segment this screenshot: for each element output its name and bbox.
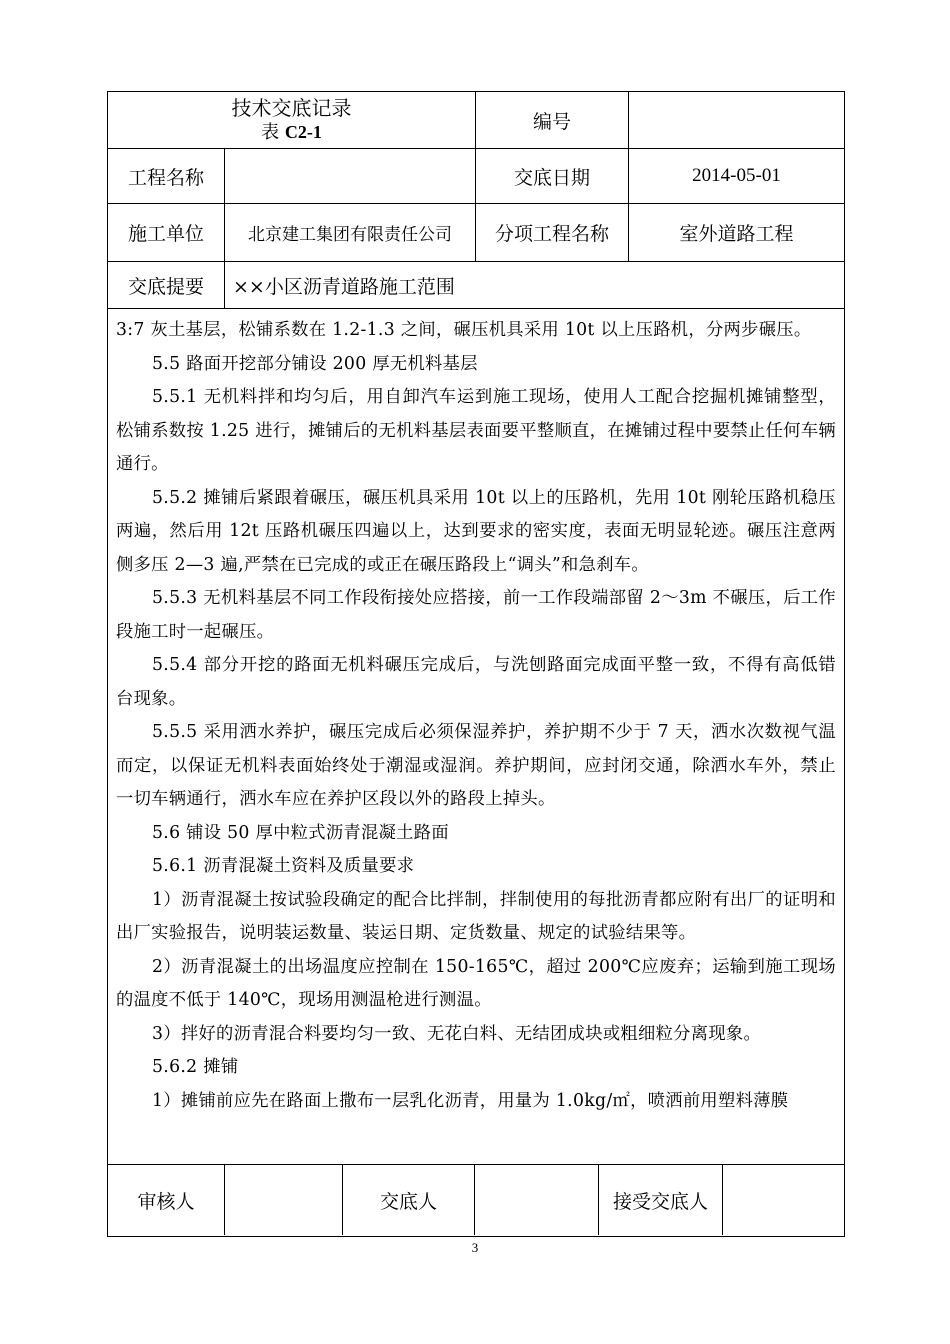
content-paragraph: 3）拌好的沥青混合料要均匀一致、无花白料、无结团成块或粗细粒分离现象。 xyxy=(152,1023,762,1044)
content-paragraph: 5.5.4 部分开挖的路面无机料碾压完成后，与洗刨路面完成面平整一致，不得有高低错台现象。 xyxy=(116,655,836,709)
sub-project-label: 分项工程名称 xyxy=(476,204,629,261)
sub-project-value: 室外道路工程 xyxy=(679,223,794,245)
content-paragraph: 2）沥青混凝土的出场温度应控制在 150-165℃，超过 200℃应废弃；运输到施工现场的温度不低于 140℃，现场用测温枪进行测温。 xyxy=(116,956,836,1010)
signature-row xyxy=(108,1165,844,1235)
summary-value: ××小区沥青道路施工范围 xyxy=(233,275,455,298)
form-code-value: C2-1 xyxy=(284,121,322,142)
form-title: 技术交底记录 xyxy=(231,95,352,120)
content-paragraph: 5.5.2 摊铺后紧跟着碾压，碾压机具采用 10t 以上的压路机，先用 10t 刚轮压路机稳压两遍，然后用 12t 压路机碾压四遍以上，达到要求的密实度，表面无明显轮迹。碾压注意两侧多压 2—3 遍,严禁在已完成的或正在碾压路段上“调头”和急刹车。 xyxy=(116,487,836,575)
content-paragraph: 1）沥青混凝土按试验段确定的配合比拌制，拌制使用的每批沥青都应附有出厂的证明和出厂实验报告，说明装运数量、装运日期、定货数量、规定的试验结果等。 xyxy=(116,889,836,943)
content-paragraph: 5.5 路面开挖部分铺设 200 厚无机料基层 xyxy=(152,353,478,374)
date-label: 交底日期 xyxy=(476,149,629,203)
unit-value: 北京建工集团有限责任公司 xyxy=(225,204,476,261)
content-paragraph: 5.6 铺设 50 厚中粒式沥青混凝土路面 xyxy=(152,822,449,843)
content-paragraph: 5.5.5 采用洒水养护，碾压完成后必须保湿养护，养护期不少于 7 天，洒水次数视气温而定，以保证无机料表面始终处于潮湿或湿润。养护期间，应封闭交通，除洒水车外，禁止一切车辆通行，洒水车应在养护区段以外的路段上掉头。 xyxy=(116,722,836,809)
content-paragraph: 5.5.1 无机料拌和均匀后，用自卸汽车运到施工现场，使用人工配合挖掘机摊铺整型，松铺系数按 1.25 进行，摊铺后的无机料基层表面要平整顺直，在摊铺过程中要禁止任何车辆通行。 xyxy=(116,387,836,474)
content-paragraph: 5.5.3 无机料基层不同工作段衔接处应搭接，前一工作段端部留 2～3m 不碾压，后工作段施工时一起碾压。 xyxy=(116,588,836,642)
content-paragraph: 1）摊铺前应先在路面上撒布一层乳化沥青，用量为 1.0kg/㎡，喷洒前用塑料薄膜 xyxy=(152,1090,789,1111)
reviewer-value xyxy=(225,1165,343,1235)
disclosure-form xyxy=(107,91,845,1237)
number-value xyxy=(629,92,844,148)
project-name-label: 工程名称 xyxy=(108,149,225,203)
summary-row xyxy=(108,262,844,309)
form-code-prefix: 表 xyxy=(261,121,285,143)
content-paragraph: 5.6.1 沥青混凝土资料及质量要求 xyxy=(152,856,415,876)
form-title-cell xyxy=(108,92,476,148)
project-name-value xyxy=(225,149,476,203)
content-paragraph: 5.6.2 摊铺 xyxy=(152,1057,239,1077)
form-code xyxy=(261,120,322,145)
page-number: 3 xyxy=(471,1240,479,1255)
disclosure-content xyxy=(108,309,844,1165)
receiver-value xyxy=(723,1165,844,1235)
unit-row xyxy=(108,204,844,262)
discloser-label: 交底人 xyxy=(343,1165,475,1235)
number-label: 编号 xyxy=(476,92,629,148)
reviewer-label: 审核人 xyxy=(108,1165,225,1235)
project-row xyxy=(108,149,844,204)
receiver-label: 接受交底人 xyxy=(599,1165,723,1235)
content-paragraph: 3:7 灰土基层，松铺系数在 1.2-1.3 之间，碾压机具采用 10t 以上压路机，分两步碾压。 xyxy=(116,320,812,340)
date-value: 2014-05-01 xyxy=(692,165,781,186)
discloser-value xyxy=(475,1165,599,1235)
summary-label: 交底提要 xyxy=(108,262,225,308)
unit-label: 施工单位 xyxy=(108,204,225,261)
form-header-row xyxy=(108,92,844,149)
